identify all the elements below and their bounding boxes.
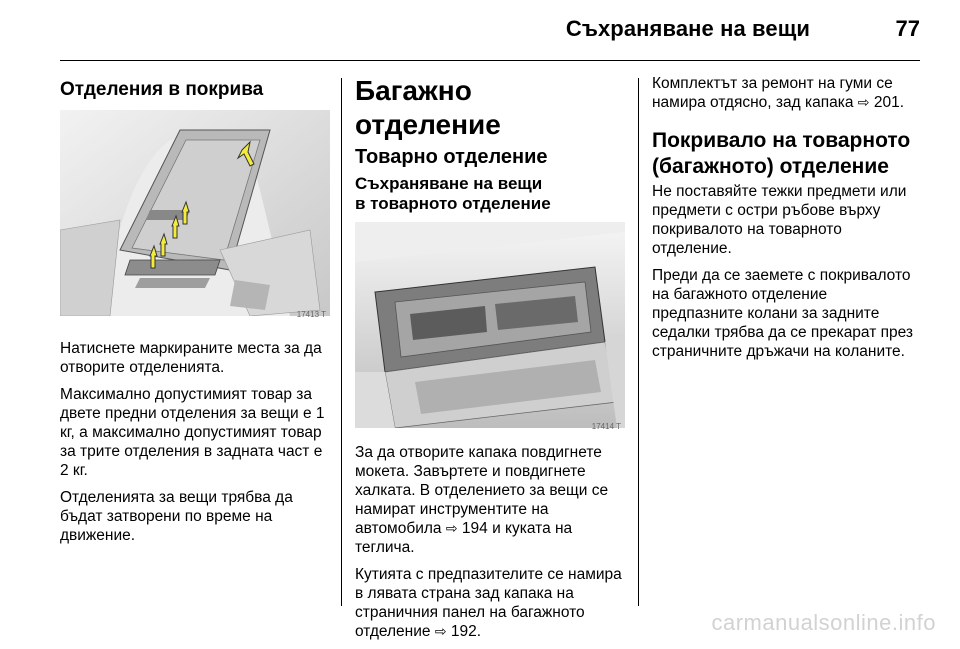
subsubheading-storage: Съхраняване на вещи в товарното отделение xyxy=(355,174,551,213)
paragraph: Максимално допустимият товар за двете предни отделения за вещи е 1 кг, а максимално допустимият товар за трите отделения в задната част е 2 кг. xyxy=(60,386,325,479)
paragraph: Комплектът за ремонт на гуми се намира отдясно, зад капака ⇨ 201. xyxy=(652,75,905,111)
paragraph: Натиснете маркираните места за да отворите отделенията. xyxy=(60,340,322,376)
subheading-cargo: Товарно отделение xyxy=(355,146,548,168)
column-cargo-cover xyxy=(652,74,922,369)
column-divider-left xyxy=(341,78,342,606)
paragraph: Преди да се заемете с покривалото на багажното отделение предпазните колани за задните седалки трябва да се прекарат през страничните дръжачи на коланите. xyxy=(652,267,914,360)
paragraph: Не поставяйте тежки предмети или предмети с остри ръбове върху покривалото на товарното отделение. xyxy=(652,183,907,257)
section-heading-luggage: Багажно отделение xyxy=(355,75,501,140)
roof-compartments-illustration xyxy=(60,110,330,316)
paragraph: Кутията с предпазителите се намира в лявата страна зад капака на страничния панел на багажното отделение ⇨ 192. xyxy=(355,566,622,640)
section-heading-roof: Отделения в покрива xyxy=(60,79,264,100)
figure-cargo-storage xyxy=(355,222,625,433)
header-rule xyxy=(60,60,920,61)
paragraph: Отделенията за вещи трябва да бъдат затворени по време на движение. xyxy=(60,489,293,544)
arrow-ref-icon: ⇨ xyxy=(445,520,458,536)
column-roof-compartments xyxy=(60,74,330,553)
arrow-ref-icon: ⇨ xyxy=(434,623,447,639)
page-number: 77 xyxy=(895,16,920,41)
watermark: carmanualsonline.info xyxy=(711,610,936,635)
section-heading-cargo-cover: Покривало на товарното (багажното) отделение xyxy=(652,129,911,178)
arrow-ref-icon: ⇨ xyxy=(857,94,870,110)
figure-roof-compartments xyxy=(60,110,330,321)
column-divider-right xyxy=(638,78,639,606)
figure-code: 17414 T xyxy=(591,422,621,431)
paragraph: За да отворите капака повдигнете мокета. Завъртете и повдигнете халката. В отделението за вещи се намират инструментите на автомобила ⇨ 194 и куката на теглича. xyxy=(355,444,609,556)
page-header-title: Съхраняване на вещи xyxy=(565,16,810,41)
cargo-storage-illustration xyxy=(355,222,625,428)
column-luggage-compartment xyxy=(355,74,625,649)
figure-code: 17413 T xyxy=(296,310,326,319)
